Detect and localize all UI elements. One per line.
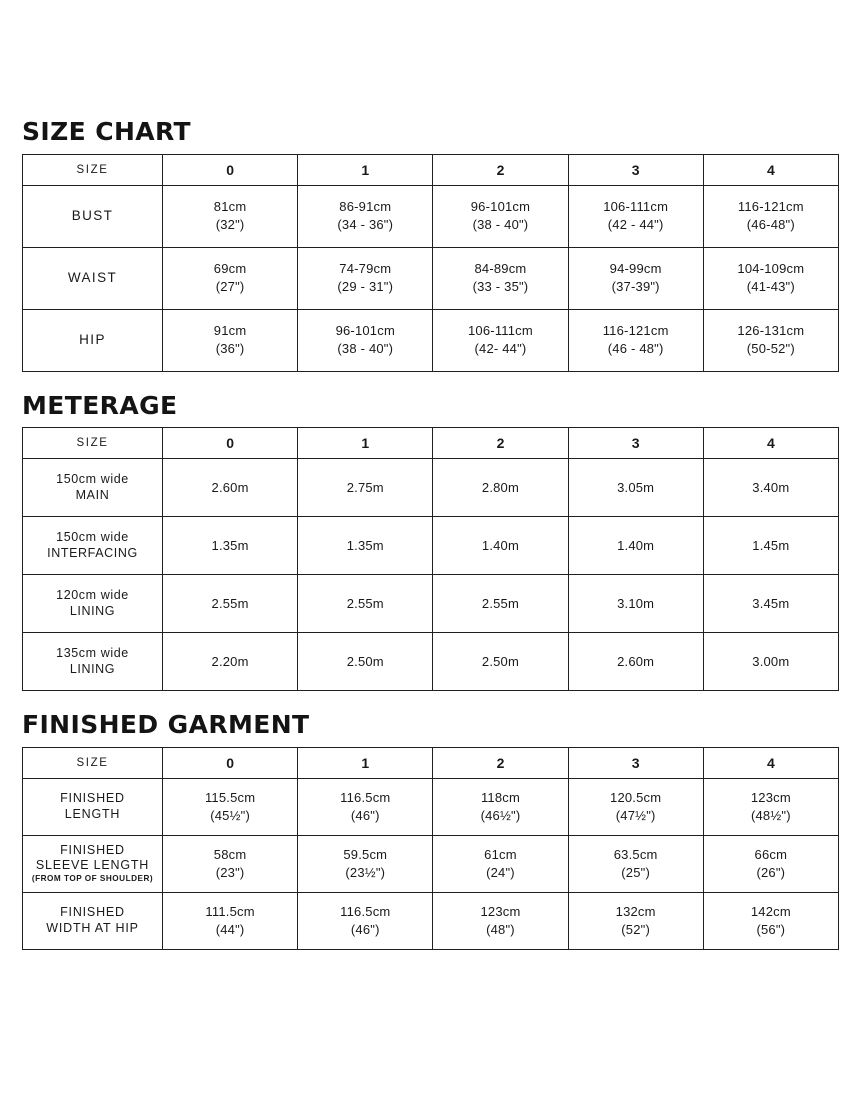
imperial-value: (33 - 35"): [472, 279, 529, 294]
metric-value: 118cm: [480, 789, 520, 805]
cell-lining120-0: 2.55m: [163, 575, 298, 633]
row-label-type: LINING: [69, 603, 116, 618]
imperial-value: (46-48"): [746, 217, 795, 232]
imperial-value: (46 - 48"): [607, 341, 664, 356]
imperial-value: (52"): [621, 921, 651, 937]
imperial-value: (50-52"): [746, 341, 795, 356]
row-label-waist: WAIST: [23, 247, 163, 309]
section-finished-garment: [22, 711, 838, 950]
cell-interfacing-1: 1.35m: [298, 517, 433, 575]
cell-hip-3: [568, 309, 703, 371]
column-header-size-1: 1: [298, 428, 433, 459]
metric-value: 69cm: [213, 261, 247, 277]
imperial-value: (56"): [756, 921, 786, 937]
row-label-width: 150cm wide: [56, 529, 129, 544]
cell-lining120-1: 2.55m: [298, 575, 433, 633]
cell-main-4: 3.40m: [703, 459, 838, 517]
section-title-meterage: METERAGE: [22, 390, 178, 420]
cell-hipwidth-2: [433, 892, 568, 949]
section-title-finished-garment: FINISHED GARMENT: [22, 710, 310, 739]
column-header-size-2: 2: [433, 428, 568, 459]
finished-garment-table: [22, 747, 839, 950]
cell-main-1: 2.75m: [298, 459, 433, 517]
imperial-value: (23½"): [345, 864, 386, 880]
row-label-lining-135: [23, 633, 163, 691]
imperial-value: (37-39"): [611, 279, 660, 294]
row-label-finished-sleeve-length: [23, 835, 163, 892]
section-size-chart: [22, 118, 838, 372]
metric-value: 142cm: [750, 903, 791, 919]
row-label-line1: FINISHED: [60, 904, 125, 919]
cell-lining135-4: 3.00m: [703, 633, 838, 691]
imperial-value: (47½"): [615, 807, 656, 823]
metric-value: 116-121cm: [737, 199, 804, 215]
column-header-size-4: 4: [703, 154, 838, 185]
row-label-main-fabric: [23, 459, 163, 517]
size-chart-table: [22, 154, 839, 372]
meterage-table: [22, 427, 839, 691]
cell-hip-4: [703, 309, 838, 371]
imperial-value: (46"): [350, 921, 380, 937]
cell-lining120-3: 3.10m: [568, 575, 703, 633]
row-label-hip: HIP: [23, 309, 163, 371]
metric-value: 96-101cm: [335, 323, 395, 339]
section-meterage: [22, 392, 838, 692]
imperial-value: (27"): [215, 279, 245, 294]
cell-lining120-4: 3.45m: [703, 575, 838, 633]
cell-main-0: 2.60m: [163, 459, 298, 517]
cell-lining135-1: 2.50m: [298, 633, 433, 691]
cell-length-4: [703, 778, 838, 835]
row-label-line2: LENGTH: [64, 806, 121, 821]
metric-value: 111.5cm: [205, 903, 255, 919]
table-header-row: [23, 747, 839, 778]
imperial-value: (32"): [215, 217, 245, 232]
metric-value: 61cm: [484, 846, 517, 862]
table-row: [23, 778, 839, 835]
metric-value: 116.5cm: [340, 789, 391, 805]
cell-main-3: 3.05m: [568, 459, 703, 517]
metric-value: 91cm: [213, 323, 247, 339]
cell-hipwidth-3: [568, 892, 703, 949]
column-header-size: SIZE: [23, 747, 163, 778]
column-header-size-4: 4: [703, 428, 838, 459]
column-header-size: SIZE: [23, 428, 163, 459]
row-label-finished-width-at-hip: [23, 892, 163, 949]
cell-interfacing-0: 1.35m: [163, 517, 298, 575]
metric-value: 74-79cm: [339, 261, 392, 277]
imperial-value: (23"): [215, 864, 245, 880]
table-row: [23, 575, 839, 633]
cell-waist-1: [298, 247, 433, 309]
imperial-value: (46½"): [480, 807, 521, 823]
cell-length-1: [298, 778, 433, 835]
column-header-size-1: 1: [298, 154, 433, 185]
imperial-value: (34 - 36"): [337, 217, 394, 232]
table-row: [23, 459, 839, 517]
metric-value: 94-99cm: [609, 261, 662, 277]
row-label-line2: SLEEVE LENGTH: [35, 858, 150, 873]
row-label-line2: WIDTH AT HIP: [46, 920, 139, 935]
cell-lining135-0: 2.20m: [163, 633, 298, 691]
imperial-value: (25"): [621, 864, 651, 880]
cell-lining135-2: 2.50m: [433, 633, 568, 691]
table-row: [23, 309, 839, 371]
metric-value: 106-111cm: [603, 199, 669, 215]
row-label-finished-length: [23, 778, 163, 835]
imperial-value: (29 - 31"): [337, 279, 394, 294]
cell-bust-4: [703, 185, 838, 247]
cell-bust-1: [298, 185, 433, 247]
metric-value: 115.5cm: [204, 789, 256, 805]
imperial-value: (45½"): [210, 807, 250, 823]
cell-interfacing-3: 1.40m: [568, 517, 703, 575]
cell-sleeve-1: [298, 835, 433, 892]
cell-sleeve-4: [703, 835, 838, 892]
metric-value: 116.5cm: [340, 903, 391, 919]
row-label-line1: FINISHED: [60, 790, 125, 805]
imperial-value: (48½"): [750, 807, 791, 823]
cell-bust-0: [163, 185, 298, 247]
imperial-value: (46"): [350, 807, 380, 823]
metric-value: 106-111cm: [468, 323, 533, 339]
metric-value: 132cm: [615, 903, 656, 919]
cell-waist-3: [568, 247, 703, 309]
row-label-type: LINING: [69, 661, 116, 676]
cell-hip-1: [298, 309, 433, 371]
row-label-lining-120: [23, 575, 163, 633]
metric-value: 84-89cm: [474, 261, 527, 277]
cell-length-0: [163, 778, 298, 835]
imperial-value: (36"): [215, 341, 245, 356]
cell-bust-2: [433, 185, 568, 247]
imperial-value: (41-43"): [746, 279, 795, 294]
cell-interfacing-2: 1.40m: [433, 517, 568, 575]
row-label-bust: BUST: [23, 185, 163, 247]
column-header-size-0: 0: [163, 747, 298, 778]
row-label-width: 120cm wide: [56, 587, 129, 602]
table-row: [23, 517, 839, 575]
cell-bust-3: [568, 185, 703, 247]
metric-value: 58cm: [213, 846, 247, 862]
cell-main-2: 2.80m: [433, 459, 568, 517]
column-header-size-3: 3: [568, 428, 703, 459]
cell-sleeve-2: [433, 835, 568, 892]
row-label-note: (FROM TOP OF SHOULDER): [31, 874, 154, 883]
row-label-type: INTERFACING: [47, 545, 138, 560]
cell-sleeve-0: [163, 835, 298, 892]
column-header-size-0: 0: [163, 428, 298, 459]
column-header-size: SIZE: [23, 154, 163, 185]
imperial-value: (24"): [486, 864, 515, 880]
cell-length-2: [433, 778, 568, 835]
column-header-size-2: 2: [433, 154, 568, 185]
imperial-value: (38 - 40"): [472, 217, 529, 232]
row-label-type: MAIN: [75, 487, 110, 502]
imperial-value: (26"): [756, 864, 786, 880]
metric-value: 120.5cm: [610, 789, 662, 805]
cell-hipwidth-1: [298, 892, 433, 949]
row-label-width: 135cm wide: [56, 645, 129, 660]
cell-hip-0: [163, 309, 298, 371]
metric-value: 66cm: [754, 846, 788, 862]
table-row: [23, 835, 839, 892]
column-header-size-2: 2: [433, 747, 568, 778]
cell-lining135-3: 2.60m: [568, 633, 703, 691]
cell-hipwidth-0: [163, 892, 298, 949]
row-label-line1: FINISHED: [60, 842, 125, 857]
column-header-size-0: 0: [163, 154, 298, 185]
column-header-size-4: 4: [703, 747, 838, 778]
cell-waist-0: [163, 247, 298, 309]
metric-value: 104-109cm: [737, 261, 805, 277]
cell-lining120-2: 2.55m: [433, 575, 568, 633]
row-label-width: 150cm wide: [56, 471, 129, 486]
imperial-value: (42 - 44"): [607, 217, 664, 232]
table-header-row: [23, 154, 839, 185]
cell-sleeve-3: [568, 835, 703, 892]
metric-value: 126-131cm: [737, 323, 805, 339]
metric-value: 123cm: [750, 789, 791, 805]
column-header-size-3: 3: [568, 747, 703, 778]
imperial-value: (48"): [486, 921, 515, 937]
table-row: [23, 185, 839, 247]
metric-value: 123cm: [480, 903, 521, 919]
metric-value: 63.5cm: [613, 846, 658, 862]
cell-length-3: [568, 778, 703, 835]
metric-value: 96-101cm: [470, 199, 531, 215]
cell-waist-2: [433, 247, 568, 309]
table-row: [23, 247, 839, 309]
column-header-size-3: 3: [568, 154, 703, 185]
cell-interfacing-4: 1.45m: [703, 517, 838, 575]
column-header-size-1: 1: [298, 747, 433, 778]
table-row: [23, 633, 839, 691]
metric-value: 116-121cm: [602, 323, 669, 339]
metric-value: 81cm: [213, 199, 247, 215]
table-row: [23, 892, 839, 949]
cell-hip-2: [433, 309, 568, 371]
cell-waist-4: [703, 247, 838, 309]
metric-value: 59.5cm: [343, 846, 388, 862]
row-label-interfacing: [23, 517, 163, 575]
imperial-value: (38 - 40"): [337, 341, 394, 356]
cell-hipwidth-4: [703, 892, 838, 949]
imperial-value: (44"): [215, 921, 245, 937]
imperial-value: (42- 44"): [474, 341, 527, 356]
table-header-row: [23, 428, 839, 459]
section-title-size-chart: SIZE CHART: [22, 117, 192, 146]
metric-value: 86-91cm: [339, 199, 392, 215]
